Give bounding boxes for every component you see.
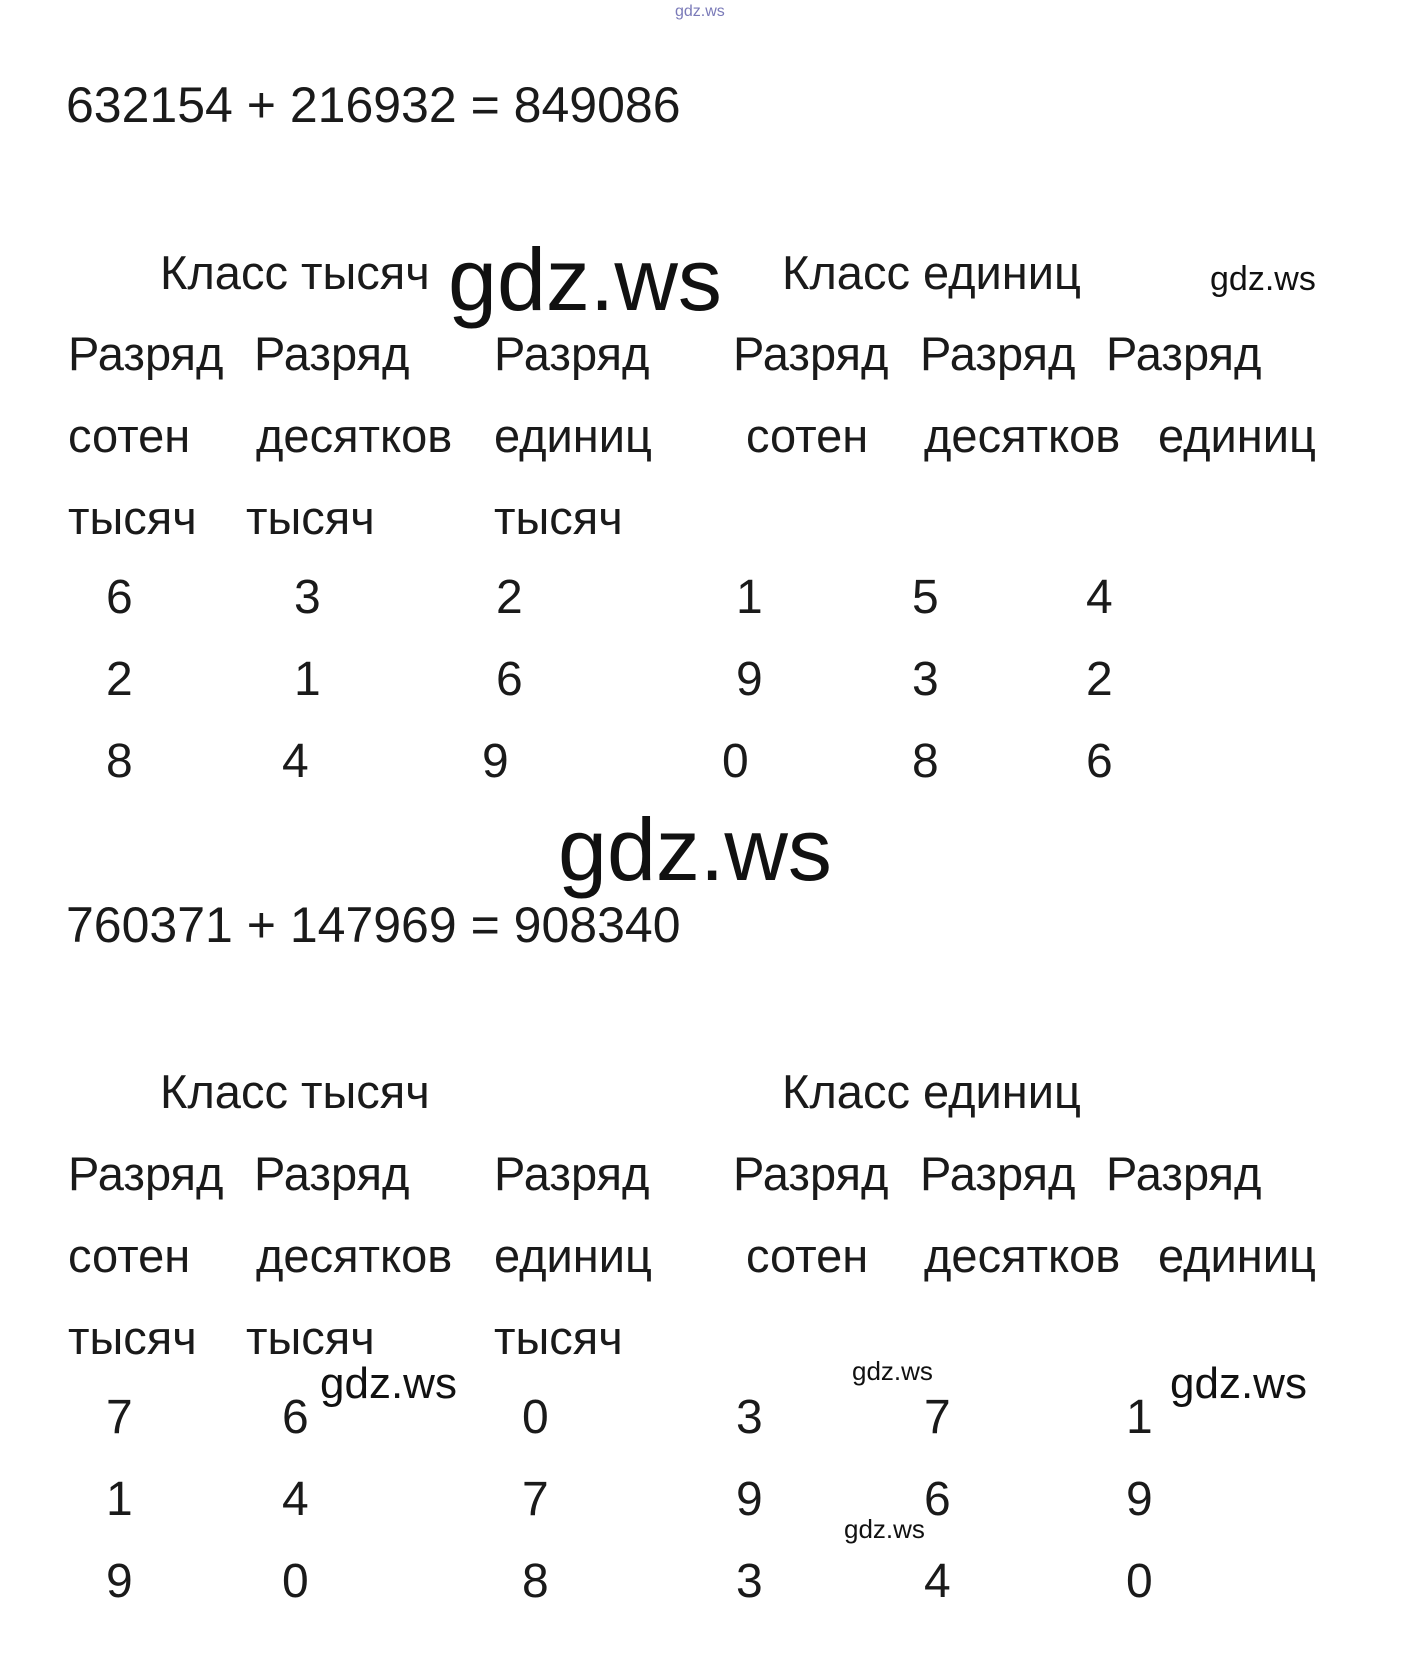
header-1-c3-l3: тысяч [494, 491, 623, 544]
digit-2-r2-c6: 9 [1126, 1473, 1153, 1526]
digit-2-r2-c1: 1 [106, 1473, 133, 1526]
digit-2-r2-c4: 9 [736, 1473, 763, 1526]
digit-1-r3-c2: 4 [282, 735, 309, 788]
digit-1-r3-c3: 9 [482, 735, 509, 788]
header-1-c2-l3: тысяч [246, 491, 375, 544]
watermark-large-2: gdz.ws [558, 800, 832, 899]
watermark-medium-2: gdz.ws [1170, 1359, 1307, 1408]
digit-1-r2-c3: 6 [496, 653, 523, 706]
digit-2-r1-c5: 7 [924, 1391, 951, 1444]
header-2-c6-l1: Разряд [1106, 1147, 1262, 1200]
digit-1-r1-c3: 2 [496, 571, 523, 624]
digit-1-r2-c1: 2 [106, 653, 133, 706]
header-1-c2-l1: Разряд [254, 327, 410, 380]
digit-2-r1-c3: 0 [522, 1391, 549, 1444]
digit-2-r3-c5: 4 [924, 1555, 951, 1608]
header-2-c6-l2: единиц [1158, 1229, 1316, 1282]
header-1-c4-l1: Разряд [733, 327, 889, 380]
header-1-c1-l1: Разряд [68, 327, 224, 380]
class-thousands-1: Класс тысяч [160, 246, 430, 299]
header-1-c4-l2: сотен [746, 409, 869, 462]
digit-2-r3-c6: 0 [1126, 1555, 1153, 1608]
header-2-c5-l2: десятков [924, 1229, 1121, 1282]
digit-1-r3-c6: 6 [1086, 735, 1113, 788]
digit-2-r1-c4: 3 [736, 1391, 763, 1444]
digit-1-r1-c6: 4 [1086, 571, 1113, 624]
header-1-c3-l2: единиц [494, 409, 652, 462]
watermark-top: gdz.ws [675, 3, 725, 20]
header-1-c2-l2: десятков [256, 409, 453, 462]
digit-1-r1-c4: 1 [736, 571, 763, 624]
watermark-large-1: gdz.ws [448, 230, 722, 329]
header-1-c6-l2: единиц [1158, 409, 1316, 462]
header-2-c2-l3: тысяч [246, 1311, 375, 1364]
header-2-c1-l1: Разряд [68, 1147, 224, 1200]
digit-2-r2-c3: 7 [522, 1473, 549, 1526]
digit-1-r2-c5: 3 [912, 653, 939, 706]
header-1-c3-l1: Разряд [494, 327, 650, 380]
header-1-c5-l2: десятков [924, 409, 1121, 462]
header-2-c1-l2: сотен [68, 1229, 191, 1282]
digit-1-r3-c4: 0 [722, 735, 749, 788]
digit-2-r3-c4: 3 [736, 1555, 763, 1608]
header-2-c3-l1: Разряд [494, 1147, 650, 1200]
digit-2-r2-c2: 4 [282, 1473, 309, 1526]
header-2-c5-l1: Разряд [920, 1147, 1076, 1200]
watermark-tiny-1: gdz.ws [852, 1356, 933, 1386]
digit-1-r1-c1: 6 [106, 571, 133, 624]
header-2-c3-l2: единиц [494, 1229, 652, 1282]
digit-1-r2-c2: 1 [294, 653, 321, 706]
digit-1-r1-c2: 3 [294, 571, 321, 624]
header-2-c4-l1: Разряд [733, 1147, 889, 1200]
header-2-c2-l2: десятков [256, 1229, 453, 1282]
watermark-tiny-2: gdz.ws [844, 1514, 925, 1544]
class-units-1: Класс единиц [782, 246, 1081, 299]
digit-2-r1-c2: 6 [282, 1391, 309, 1444]
digit-1-r3-c5: 8 [912, 735, 939, 788]
header-2-c3-l3: тысяч [494, 1311, 623, 1364]
watermark-small-1: gdz.ws [1210, 260, 1316, 298]
digit-2-r3-c3: 8 [522, 1555, 549, 1608]
digit-2-r1-c1: 7 [106, 1391, 133, 1444]
class-thousands-2: Класс тысяч [160, 1065, 430, 1118]
header-2-c2-l1: Разряд [254, 1147, 410, 1200]
header-2-c4-l2: сотен [746, 1229, 869, 1282]
digit-1-r2-c6: 2 [1086, 653, 1113, 706]
header-1-c6-l1: Разряд [1106, 327, 1262, 380]
digit-1-r1-c5: 5 [912, 571, 939, 624]
header-1-c5-l1: Разряд [920, 327, 1076, 380]
equation-1: 632154 + 216932 = 849086 [66, 77, 681, 133]
digit-1-r2-c4: 9 [736, 653, 763, 706]
watermark-medium-1: gdz.ws [320, 1359, 457, 1408]
header-1-c1-l2: сотен [68, 409, 191, 462]
digit-2-r2-c5: 6 [924, 1473, 951, 1526]
header-1-c1-l3: тысяч [68, 491, 197, 544]
digit-1-r3-c1: 8 [106, 735, 133, 788]
digit-2-r3-c1: 9 [106, 1555, 133, 1608]
digit-2-r1-c6: 1 [1126, 1391, 1153, 1444]
class-units-2: Класс единиц [782, 1065, 1081, 1118]
digit-2-r3-c2: 0 [282, 1555, 309, 1608]
equation-2: 760371 + 147969 = 908340 [66, 897, 681, 953]
header-2-c1-l3: тысяч [68, 1311, 197, 1364]
